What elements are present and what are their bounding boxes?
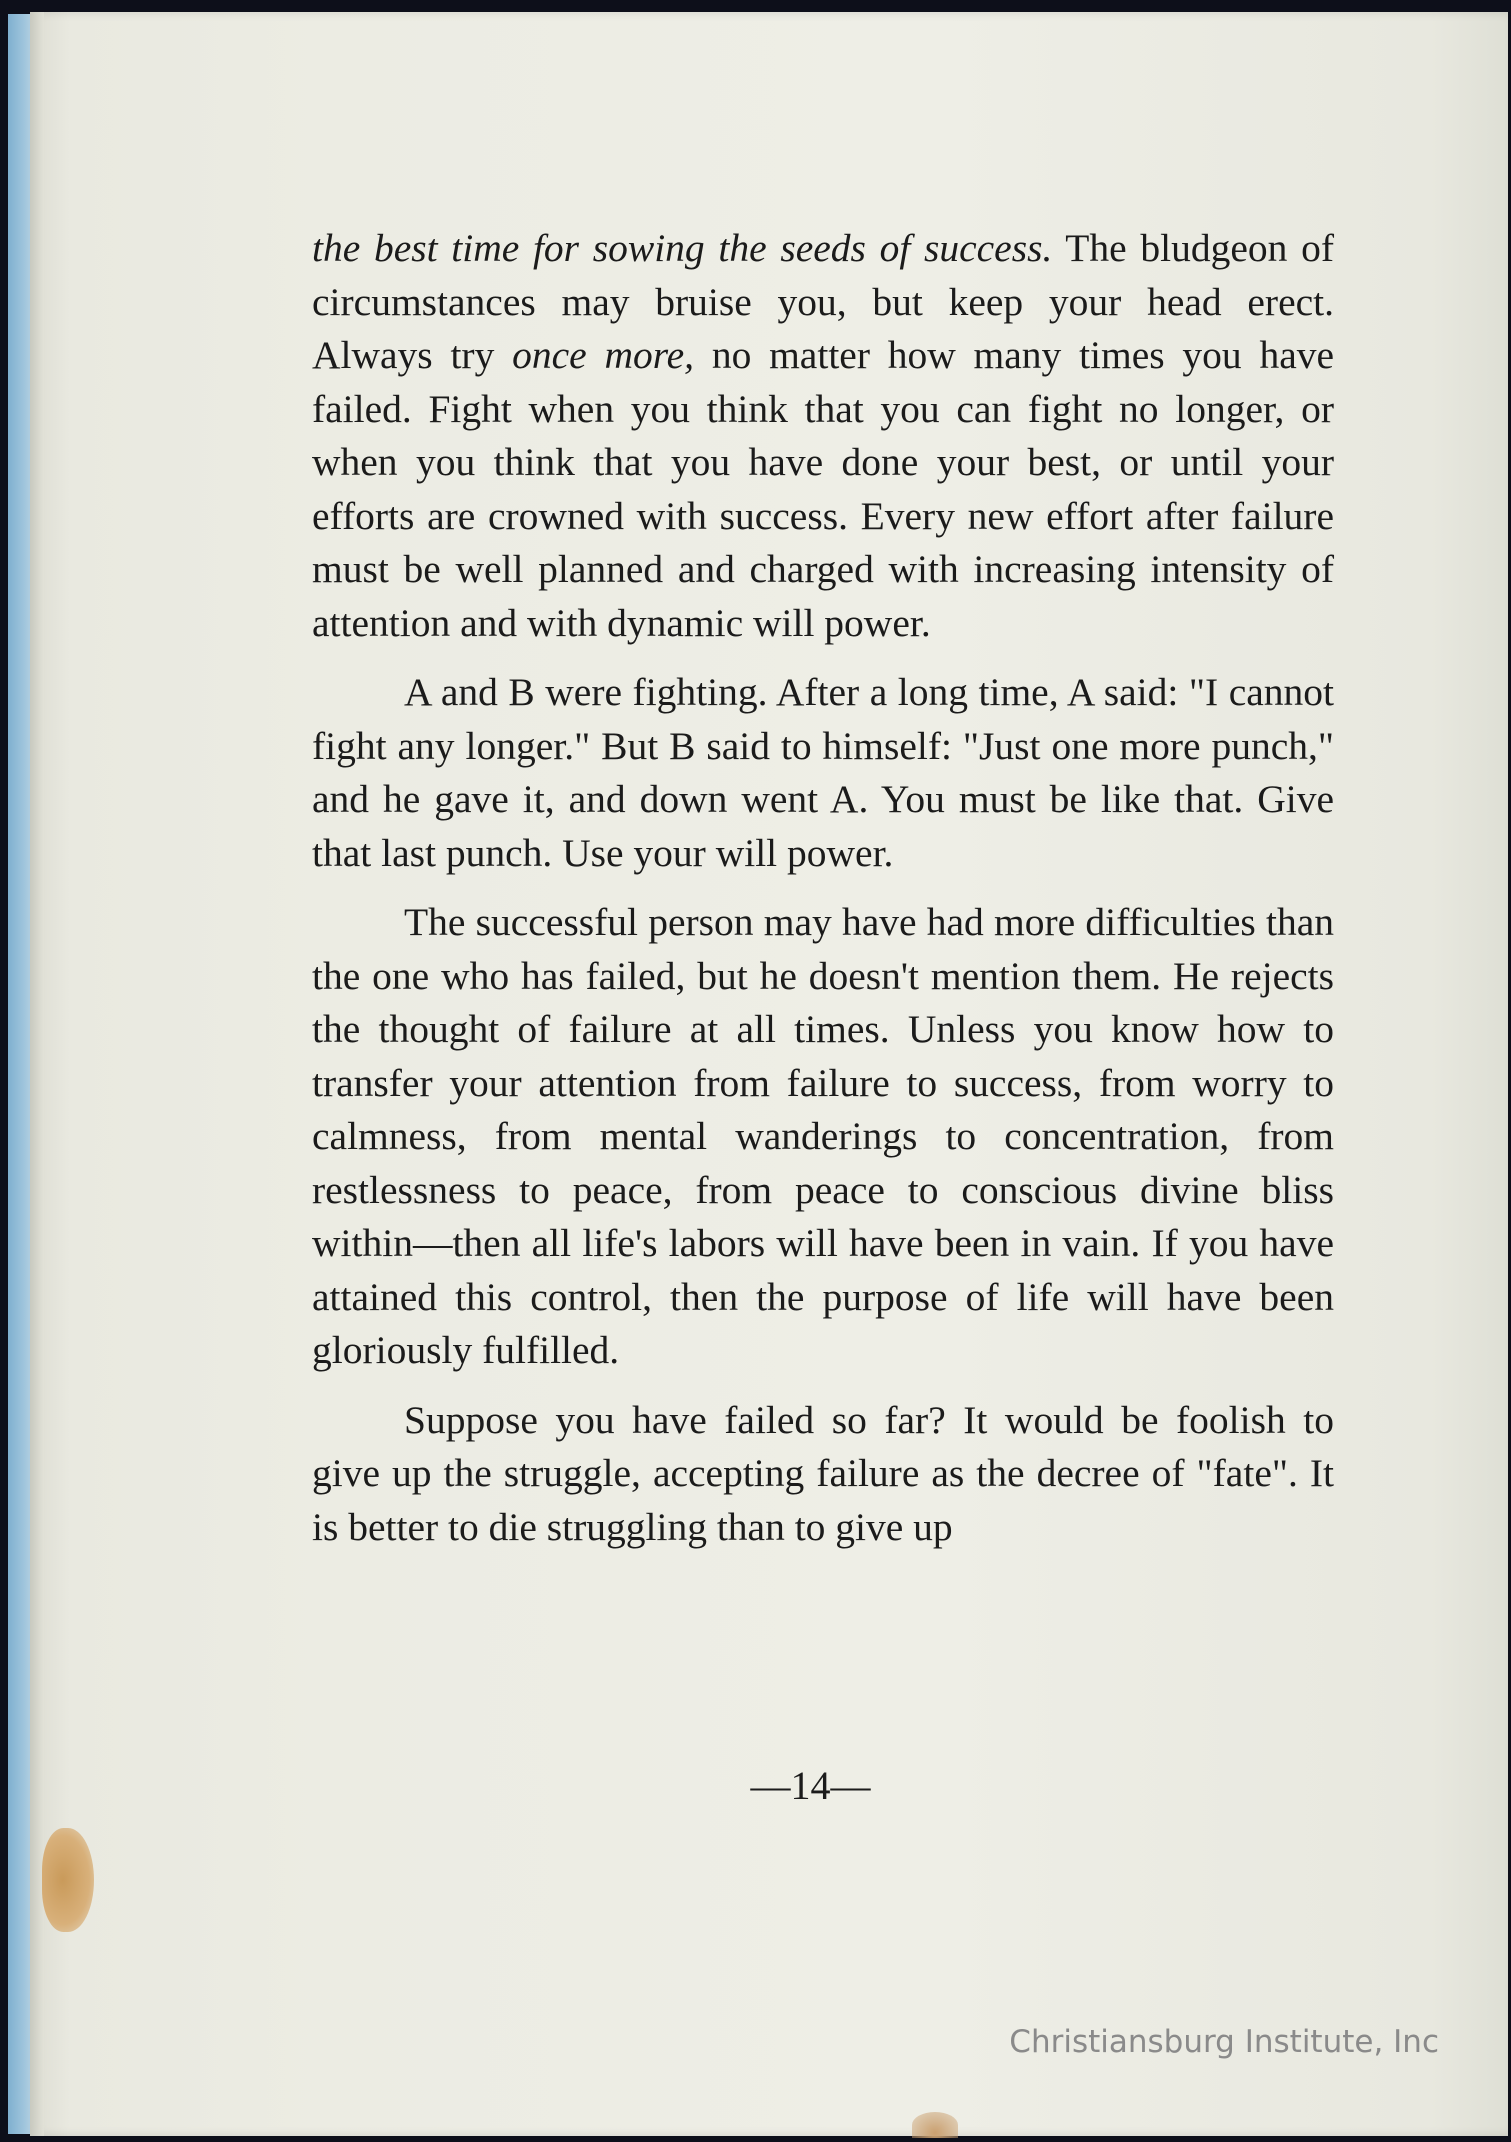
italic-phrase: once more, <box>512 333 695 377</box>
page-number: —14— <box>750 1763 871 1808</box>
text-run: A and B were fighting. After a long time, A said: "I cannot fight any longer." But B said to himself: "Just one more punch," and he gave it, and down went A. You must be like that. Give that last punch. Use your will power. <box>312 670 1334 875</box>
text-run: Suppose you have failed so far? It would be foolish to give up the struggle, accepting failure as the decree of "fate". It is better to die struggling than to give up <box>312 1397 1334 1549</box>
paragraph-4 <box>312 1394 1334 1555</box>
page-gutter-edge <box>30 12 44 2136</box>
paper-stain-bottom <box>912 2112 958 2138</box>
body-text <box>312 222 1334 1570</box>
italic-phrase: the best time for sowing the seeds of success. <box>312 226 1053 270</box>
text-run: no matter how many times you have failed. Fight when you think that you can fight no longer, or when you think that you have done your best, or until your efforts are crowned with success. Every new effort after failure must be well planned and charged with increasing intensity of attention and with dynamic will power. <box>312 333 1335 645</box>
paragraph-1 <box>312 222 1334 650</box>
paper-stain <box>42 1828 94 1932</box>
paragraph-2 <box>312 666 1334 880</box>
watermark-text: Christiansburg Institute, Inc <box>1009 2024 1439 2060</box>
text-run: The successful person may have had more difficulties than the one who has failed, but he doesn't mention them. He rejects the thought of failure at all times. Unless you know how to transfer your attention from failure to success, from worry to calmness, from mental wanderings to concentration, from restlessness to peace, from peace to conscious divine bliss within—then all life's labors will have been in vain. If you have attained this control, then the purpose of life will have been gloriously fulfilled. <box>312 900 1334 1372</box>
text-run: The bludgeon of circumstances may bruise you, but keep your head erect. Always try <box>312 226 1335 377</box>
paragraph-3 <box>312 896 1334 1378</box>
